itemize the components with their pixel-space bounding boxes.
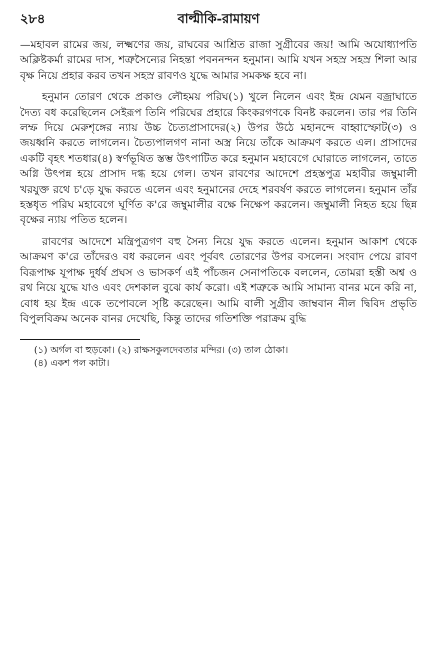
footnotes [20,344,417,370]
page-number: ২৮৪ [20,12,46,27]
paragraph-2: হনুমান তোরণ থেকে প্রকাণ্ড লৌহময় পরিঘ(১) খুলে নিলেন এবং ইন্দ্র যেমন বজ্রাঘাতে দৈত্য বধ করেছিলেন সেইরূপ তিনি পরিঘের প্রহারে কিংকরগণকে বিনষ্ট করলেন। তার পর তিনি লম্ফ দিয়ে মেরুশৃঙ্গের ন্যায় উচ্চ চৈত্যপ্রাসাদের(২) উপর উঠে মহানন্দে বাহ্বাস্ফোট(৩) ও জয়ধ্বনি করতে লাগলেন। চৈত্যপালগণ নানা অস্ত্র নিয়ে তাঁকে আক্রমণ করতে এল। প্রাসাদের একটি বৃহৎ শতধার(৪) স্বর্ণভূষিত স্তম্ভ উৎপাটিত করে হনুমান মহাবেগে ঘোরাতে লাগলেন, তাতে অগ্নি উৎপন্ন হয়ে প্রাসাদ দগ্ধ হয়ে গেল। তখন রাবণের আদেশে প্রহস্তপুত্র মহাবীর জম্বুমালী খরযুক্ত রথে চ'ড়ে যুদ্ধ করতে এলেন এবং হনুমানের দেহে শরবর্ষণ করতে লাগলেন। হনুমান তাঁর হস্তধৃত পরিঘ মহাবেগে ঘূর্ণিত ক'রে জম্বুমালীর বক্ষে নিক্ষেপ করলেন। জম্বুমালী নিহত হয়ে ছিন্ন বৃক্ষের ন্যায় পতিত হলেন। [20,91,417,227]
page-header [20,10,417,28]
body-text [20,38,417,327]
paragraph-1: —মহাবল রামের জয়, লক্ষ্মণের জয়, রাঘবের আশ্রিত রাজা সুগ্রীবের জয়! আমি অযোধ্যাপতি অক্লিষ্টকর্মা রামের দাস, শত্রুসৈন্যের নিহন্তা পবননন্দন হনুমান। আমি যখন সহস্র সহস্র শিলা আর বৃক্ষ নিয়ে প্রহার করব তখন সহস্র রাবণও যুদ্ধে আমার সমকক্ষ হবে না। [20,39,417,82]
footnote-line-2: (৪) একশ পল কাটা। [34,358,110,370]
footnote-line-1: (১) অর্গল বা হুড়কো। (২) রাক্ষসকুলদেবতার মন্দির। (৩) তাল ঠোকা। [34,345,289,357]
footnote-divider [20,339,140,340]
running-title: বাল্মীকি-রামায়ণ [177,12,260,27]
paragraph-3: রাবণের আদেশে মন্ত্রিপুত্রগণ বহু সৈন্য নিয়ে যুদ্ধ করতে এলেন। হনুমান আকাশ থেকে আক্রমণ ক'রে তাঁদেরও বধ করলেন এবং পূর্ববৎ তোরণের উপর বসলেন। সংবাদ পেয়ে রাবণ বিরূপাক্ষ যূপাক্ষ দুর্ধর্ষ প্রঘস ও ভাসকর্ণ এই পাঁচজন সেনাপতিকে বললেন, তোমরা হস্তী অশ্ব ও রথ নিয়ে যুদ্ধে যাও এবং দেশকাল বুঝে কার্য করো। এই শত্রুকে আমি সামান্য বানর মনে করি না, বোধ হয় ইন্দ্র একে তপোবলে সৃষ্টি করেছেন। আমি বালী সুগ্রীব জাম্ববান নীল দ্বিবিদ প্রভৃতি বিপুলবিক্রম অনেক বানর দেখেছি, কিন্তু তাদের গতিশক্তি পরাক্রম বুদ্ধি [20,235,417,325]
